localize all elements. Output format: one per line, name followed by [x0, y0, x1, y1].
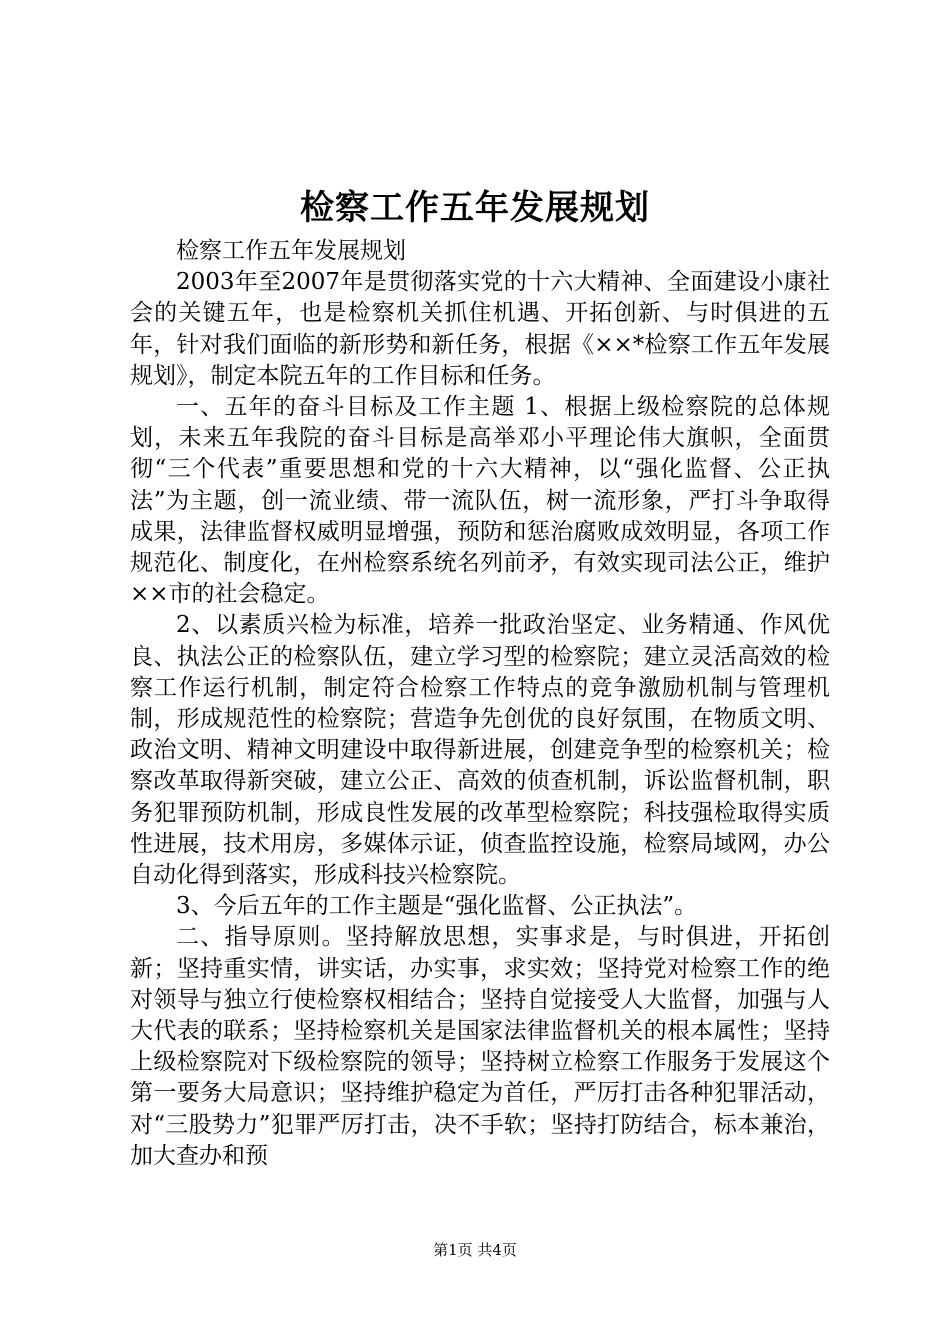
paragraph-intro: 2003年至2007年是贯彻落实党的十六大精神、全面建设小康社会的关键五年，也是检察机关抓住机遇、开拓创新、与时俱进的五年，针对我们面临的新形势和新任务，根据《××*检察工作五年发展规划》，制定本院五年的工作目标和任务。	[130, 269, 830, 389]
paragraph-item-two: 2、以素质兴检为标准，培养一批政治坚定、业务精通、作风优良、执法公正的检察队伍，建立学习型的检察院；建立灵活高效的检察工作运行机制，制定符合检察工作特点的竞争激励机制与管理机制，形成规范性的检察院；营造争先创优的良好氛围，在物质文明、政治文明、精神文明建设中取得新进展，创建竞争型的检察机关；检察改革取得新突破，建立公正、高效的侦查机制，诉讼监督机制，职务犯罪预防机制，形成良性发展的改革型检察院；科技强检取得实质性进展，技术用房，多媒体示证，侦查监控设施，检察局域网，办公自动化得到落实，形成科技兴检察院。	[130, 612, 830, 889]
paragraph-item-three: 3、今后五年的工作主题是“强化监督、公正执法”。	[176, 893, 698, 920]
paragraph-subtitle: 检察工作五年发展规划	[176, 238, 406, 264]
paragraph-section-two: 二、指导原则。坚持解放思想，实事求是，与时俱进，开拓创新；坚持重实情，讲实话，办实事，求实效；坚持党对检察工作的绝对领导与独立行使检察权相结合；坚持自觉接受人大监督，加强与人大代表的联系；坚持检察机关是国家法律监督机关的根本属性；坚持上级检察院对下级检察院的领导；坚持树立检察工作服务于发展这个第一要务大局意识；坚持维护稳定为首任，严厉打击各种犯罪活动，对“三股势力”犯罪严厉打击，决不手软；坚持打防结合，标本兼治，加大查办和预	[130, 924, 830, 1169]
paragraph-section-one: 一、五年的奋斗目标及工作主题 1、根据上级检察院的总体规划，未来五年我院的奋斗目标是高举邓小平理论伟大旗帜，全面贯彻“三个代表”重要思想和党的十六大精神，以“强化监督、公正执法”为主题，创一流业绩、带一流队伍，树一流形象，严打斗争取得成果，法律监督权威明显增强，预防和惩治腐败成效明显，各项工作规范化、制度化，在州检察系统名列前矛，有效实现司法公正，维护××市的社会稳定。	[130, 394, 830, 608]
document-title: 检察工作五年发展规划	[300, 188, 650, 228]
document-body	[130, 236, 830, 1172]
page-number-footer: 第1页 共4页	[433, 1241, 517, 1259]
